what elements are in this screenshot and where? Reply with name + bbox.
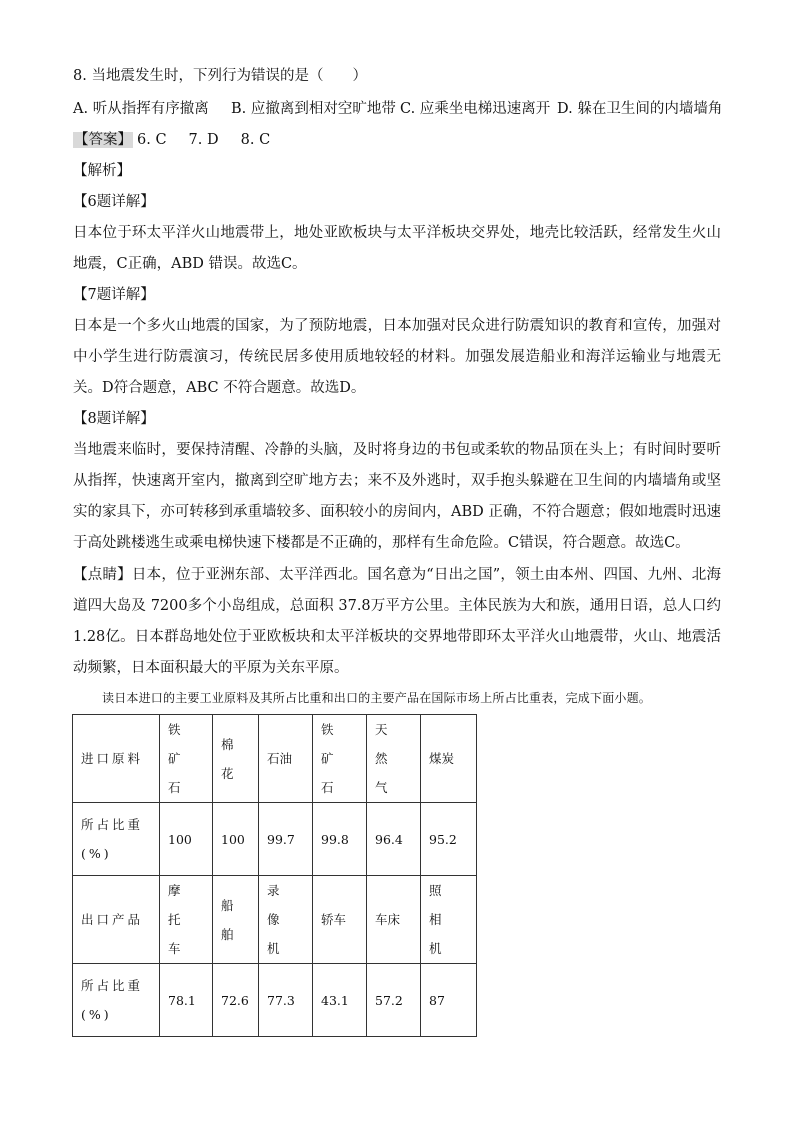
detail-6-label: 【6题详解】 [73, 194, 155, 210]
table-cell: 87 [421, 964, 477, 1037]
table-cell: 铁矿石 [160, 715, 213, 803]
table-cell: 78.1 [160, 964, 213, 1037]
table-cell: 棉花 [213, 715, 259, 803]
table-cell: 95.2 [421, 803, 477, 876]
table-caption: 读日本进口的主要工业原料及其所占比重和出口的主要产品在国际市场上所占比重表，完成下面小题。 [102, 691, 652, 705]
option-d: D. 躲在卫生间的内墙墙角 [557, 101, 723, 117]
table-cell: 72.6 [213, 964, 259, 1037]
table-cell: 轿车 [313, 876, 367, 964]
table-cell: 船舶 [213, 876, 259, 964]
table-cell: 99.8 [313, 803, 367, 876]
answer-line [73, 130, 270, 150]
table-cell: 100 [160, 803, 213, 876]
table-cell: 车床 [367, 876, 421, 964]
option-a: A. 听从指挥有序撤离 [73, 101, 209, 117]
detail-7-label: 【7题详解】 [73, 287, 155, 303]
detail-6-text: 日本位于环太平洋火山地震带上，地处亚欧板块与太平洋板块交界处，地壳比较活跃，经常发生火山地震，C正确，ABD 错误。故选C。 [73, 225, 721, 272]
answer-label: 【答案】 [74, 132, 132, 148]
highlight-text: 日本，位于亚洲东部、太平洋西北。国名意为“日出之国”，领土由本州、四国、九州、北海道四大岛及 7200多个小岛组成，总面积 37.8万平方公里。主体民族为大和族，通用日语，总人口约 1.28亿。日本群岛地处位于亚欧板块和太平洋板块的交界地带即环太平洋火山地震带，火山、地震活动频繁，日本面积最大的平原为关东平原。 [73, 567, 722, 676]
table-cell: 77.3 [259, 964, 313, 1037]
analysis-label: 【解析】 [73, 163, 131, 179]
table-row-header: 进口原料 [73, 715, 160, 803]
table-cell: 天然气 [367, 715, 421, 803]
table-cell: 57.2 [367, 964, 421, 1037]
table-cell: 96.4 [367, 803, 421, 876]
table-row [73, 964, 477, 1037]
highlight-paragraph [73, 560, 721, 684]
table-cell: 照相机 [421, 876, 477, 964]
table-row [73, 803, 477, 876]
option-b: B. 应撤离到相对空旷地带 [231, 101, 396, 117]
table-cell: 99.7 [259, 803, 313, 876]
table-row-header: 所占比重(%) [73, 964, 160, 1037]
table-row [73, 876, 477, 964]
question-8-stem: 8. 当地震发生时，下列行为错误的是（ ） [73, 68, 367, 84]
table-row-header: 出口产品 [73, 876, 160, 964]
table-row-header: 所占比重(%) [73, 803, 160, 876]
table-cell: 石油 [259, 715, 313, 803]
answer-item: 6. C [137, 132, 167, 148]
table-cell: 100 [213, 803, 259, 876]
table-cell: 摩托车 [160, 876, 213, 964]
table-cell: 煤炭 [421, 715, 477, 803]
table-cell: 43.1 [313, 964, 367, 1037]
answer-item: 8. C [240, 132, 271, 148]
highlight-label: 【点睛】 [73, 567, 132, 583]
detail-8-text: 当地震来临时，要保持清醒、冷静的头脑，及时将身边的书包或柔软的物品顶在头上；有时间时要听从指挥，快速离开室内，撤离到空旷地方去；来不及外逃时，双手抱头躲避在卫生间的内墙墙角或坚实的家具下，亦可转移到承重墙较多、面积较小的房间内，ABD 正确，不符合题意；假如地震时迅速于高处跳楼逃生或乘电梯快速下楼都是不正确的，那样有生命危险。C错误，符合题意。故选C。 [73, 442, 721, 551]
answer-item: 7. D [188, 132, 219, 148]
detail-7-text: 日本是一个多火山地震的国家，为了预防地震，日本加强对民众进行防震知识的教育和宣传，加强对中小学生进行防震演习，传统民居多使用质地较轻的材料。加强发展造船业和海洋运输业与地震无关。D符合题意，ABC 不符合题意。故选D。 [73, 318, 721, 396]
detail-8-label: 【8题详解】 [73, 411, 155, 427]
table-row [73, 715, 477, 803]
data-table [72, 714, 477, 1037]
table-cell: 录像机 [259, 876, 313, 964]
table-cell: 铁矿石 [313, 715, 367, 803]
option-c: C. 应乘坐电梯迅速离开 [400, 101, 551, 117]
